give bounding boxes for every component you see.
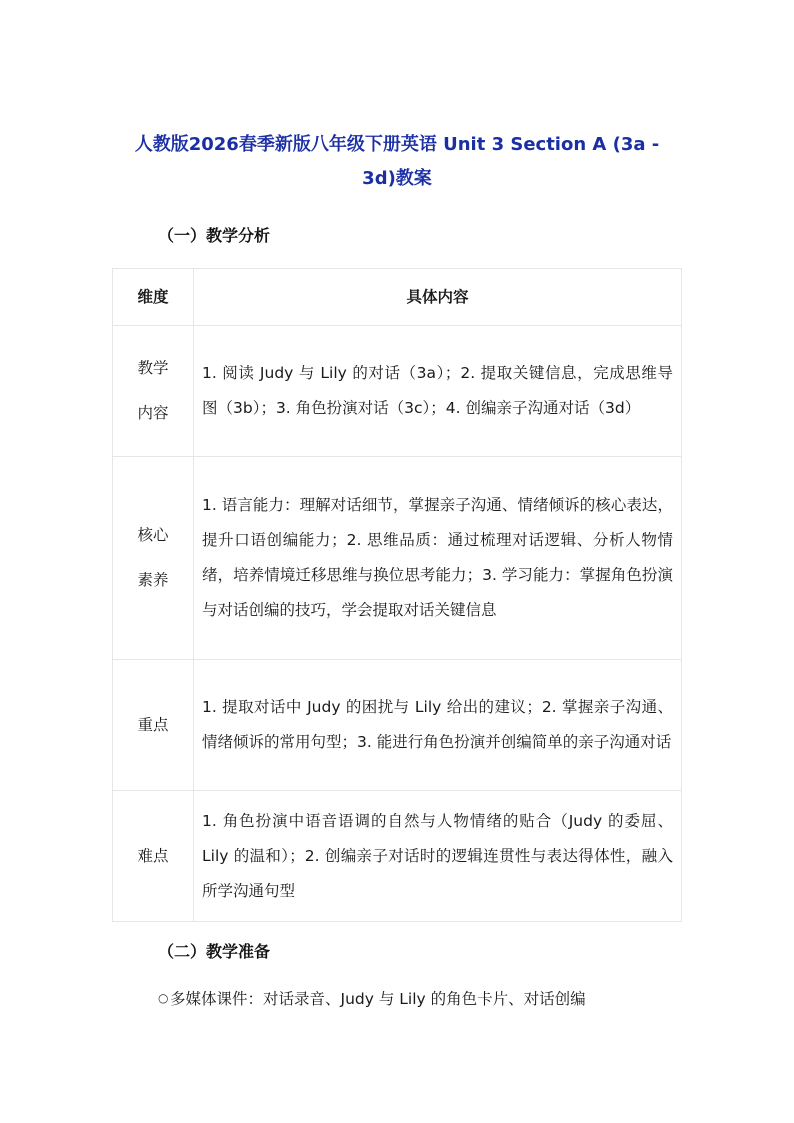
dimension-label: 难点: [137, 846, 169, 865]
table-header-dimension: 维度: [113, 269, 194, 326]
table-cell-dimension: [113, 660, 194, 791]
table-row: [113, 326, 682, 457]
dimension-label: 教学内容: [137, 359, 169, 422]
document-title-line-1: 人教版2026春季新版八年级下册英语 Unit 3 Section A (3a -: [134, 134, 660, 155]
hollow-circle-bullet-icon: ○: [158, 991, 169, 1005]
table-cell-content: 1. 阅读 Judy 与 Lily 的对话（3a）；2. 提取关键信息，完成思维导图（3b）；3. 角色扮演对话（3c）；4. 创编亲子沟通对话（3d）: [194, 326, 682, 457]
table-row: [113, 457, 682, 660]
list-item: [158, 985, 586, 1012]
dimension-label: 核心素养: [137, 526, 169, 589]
table-cell-dimension: [113, 326, 194, 457]
table-cell-content: 1. 提取对话中 Judy 的困扰与 Lily 给出的建议；2. 掌握亲子沟通、情绪倾诉的常用句型；3. 能进行角色扮演并创编简单的亲子沟通对话: [194, 660, 682, 791]
document-title-line-2: 3d)教案: [362, 168, 432, 189]
table-header-row: [113, 269, 682, 326]
document-title: [120, 128, 674, 196]
section-heading-preparation: （二）教学准备: [158, 942, 271, 961]
section-heading-analysis: （一）教学分析: [158, 226, 271, 245]
prep-item-text: 多媒体课件：对话录音、Judy 与 Lily 的角色卡片、对话创编: [170, 990, 586, 1008]
table-cell-dimension: [113, 791, 194, 922]
table-row: [113, 660, 682, 791]
table-cell-content: 1. 语言能力：理解对话细节，掌握亲子沟通、情绪倾诉的核心表达，提升口语创编能力；2. 思维品质：通过梳理对话逻辑、分析人物情绪，培养情境迁移思维与换位思考能力；3. 学习能力：掌握角色扮演与对话创编的技巧，学会提取对话关键信息: [194, 457, 682, 660]
dimension-label: 重点: [137, 715, 169, 734]
table-header-content: 具体内容: [194, 269, 682, 326]
table-row: [113, 791, 682, 922]
analysis-table: [112, 268, 682, 922]
table-cell-content: 1. 角色扮演中语音语调的自然与人物情绪的贴合（Judy 的委屈、Lily 的温和）；2. 创编亲子对话时的逻辑连贯性与表达得体性，融入所学沟通句型: [194, 791, 682, 922]
table-cell-dimension: [113, 457, 194, 660]
